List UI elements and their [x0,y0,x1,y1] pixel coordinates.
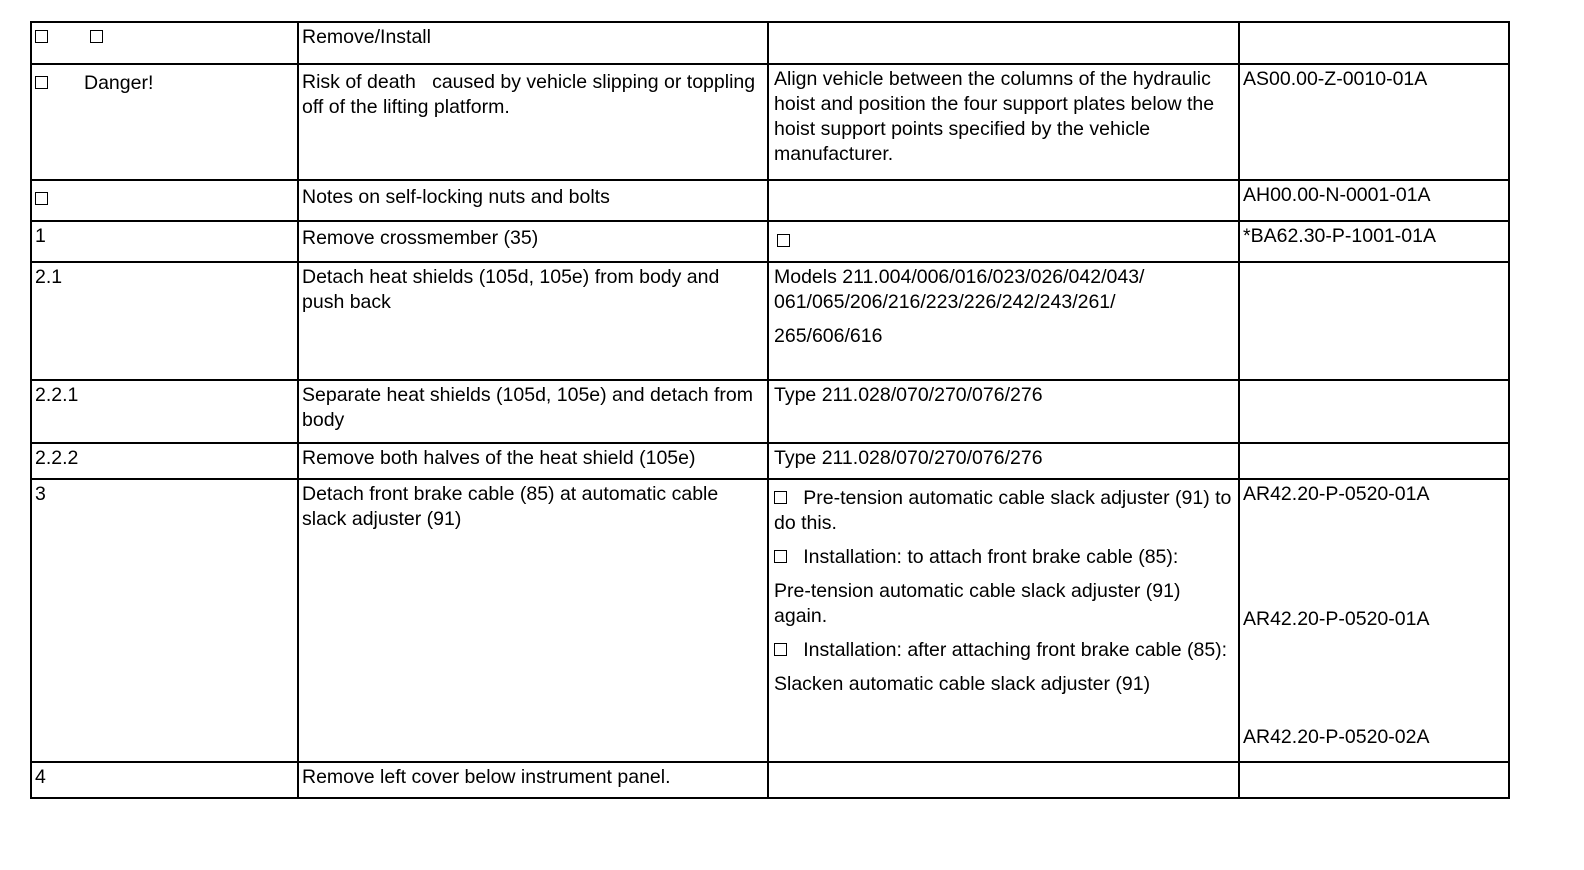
step-cell [31,22,298,64]
sub-note: Pre-tension automatic cable slack adjuster (91) to do this. [774,487,1232,534]
note-cell [768,221,1239,262]
table-row [31,262,1509,380]
ref-cell: AS00.00-Z-0010-01A [1239,64,1509,180]
table-row [31,443,1509,479]
ref-code: AR42.20-P-0520-02A [1243,726,1430,748]
table-row [31,380,1509,443]
sub-note: Installation: after attaching front brake cable (85): [774,638,1235,663]
note-cell [768,262,1239,380]
step-cell: 4 [31,762,298,798]
ref-cell: *BA62.30-P-1001-01A [1239,221,1509,262]
checkbox-icon [777,234,790,247]
checkbox-icon [774,643,787,656]
checkbox-icon [35,192,48,205]
table-row [31,180,1509,221]
action-cell: Detach heat shields (105d, 105e) from body and push back [298,262,768,380]
note-cell: Type 211.028/070/270/076/276 [768,380,1239,443]
action-cell: Notes on self-locking nuts and bolts [298,180,768,221]
note-cell: Align vehicle between the columns of the hydraulic hoist and position the four support plates below the hoist support points specified by the vehicle manufacturer. [768,64,1239,180]
ref-code: AR42.20-P-0520-01A [1243,608,1430,630]
action-cell: Remove/Install [298,22,768,64]
step-cell: 1 [31,221,298,262]
step-cell: 3 [31,479,298,762]
checkbox-icon [35,76,48,89]
sub-note: Slacken automatic cable slack adjuster (91) [774,673,1151,695]
action-cell: Separate heat shields (105d, 105e) and detach from body [298,380,768,443]
step-cell: 2.2.2 [31,443,298,479]
model-list: Models 211.004/006/016/023/026/042/043/ 061/065/206/216/223/226/242/243/261/ [774,266,1145,313]
step-cell: 2.1 [31,262,298,380]
action-cell: Remove both halves of the heat shield (105e) [298,443,768,479]
table-row [31,762,1509,798]
action-cell: Detach front brake cable (85) at automatic cable slack adjuster (91) [298,479,768,762]
table-row [31,479,1509,762]
note-cell [768,479,1239,762]
checkbox-icon [774,550,787,563]
sub-note: Installation: to attach front brake cable (85): [774,545,1235,570]
action-cell: Remove left cover below instrument panel. [298,762,768,798]
table-row [31,64,1509,180]
table-row [31,22,1509,64]
ref-cell [1239,479,1509,762]
action-cell: Remove crossmember (35) [298,221,768,262]
checkbox-icon [35,30,48,43]
ref-cell [1239,380,1509,443]
ref-cell: AH00.00-N-0001-01A [1239,180,1509,221]
model-list-cont: 265/606/616 [774,325,883,347]
ref-cell [1239,262,1509,380]
note-cell: Type 211.028/070/270/076/276 [768,443,1239,479]
step-cell [31,180,298,221]
danger-label: Danger! [84,72,154,94]
ref-code: AR42.20-P-0520-01A [1243,483,1430,505]
note-cell [768,180,1239,221]
checkbox-icon [774,491,787,504]
step-cell: 2.2.1 [31,380,298,443]
note-cell [768,762,1239,798]
step-cell [31,64,298,180]
ref-cell [1239,762,1509,798]
ref-cell [1239,443,1509,479]
checkbox-icon [90,30,103,43]
sub-note: Pre-tension automatic cable slack adjuster (91) again. [774,580,1181,627]
action-cell: Risk of death caused by vehicle slipping or toppling off of the lifting platform. [298,64,768,180]
procedure-table [30,21,1510,799]
ref-cell [1239,22,1509,64]
table-row [31,221,1509,262]
note-cell [768,22,1239,64]
